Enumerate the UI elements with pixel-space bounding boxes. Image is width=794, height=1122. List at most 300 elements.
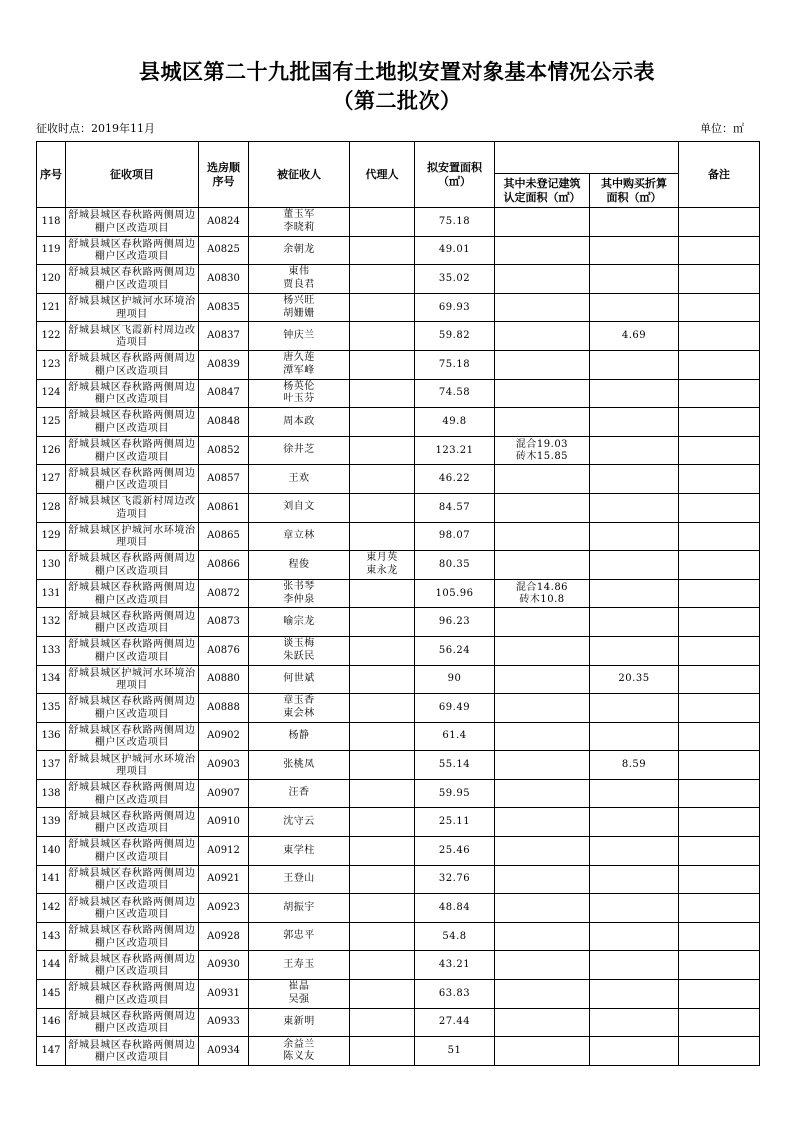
cell-area: 63.83 bbox=[415, 980, 495, 1009]
cell-unregistered bbox=[495, 493, 590, 522]
cell-agent bbox=[350, 751, 415, 780]
cell-project: 舒城县城区春秋路两侧周边棚户区改造项目 bbox=[66, 808, 199, 837]
cell-agent bbox=[350, 293, 415, 322]
table-row bbox=[37, 922, 760, 951]
cell-seq: 135 bbox=[37, 694, 66, 723]
cell-unregistered bbox=[495, 894, 590, 923]
cell-area: 32.76 bbox=[415, 865, 495, 894]
cell-purchase bbox=[590, 922, 679, 951]
cell-project: 舒城县城区春秋路两侧周边棚户区改造项目 bbox=[66, 1037, 199, 1066]
cell-collectee: 沈守云 bbox=[249, 808, 350, 837]
cell-purchase bbox=[590, 493, 679, 522]
cell-remark bbox=[679, 951, 760, 980]
cell-area: 96.23 bbox=[415, 608, 495, 637]
cell-collectee: 徐井芝 bbox=[249, 436, 350, 465]
cell-collectee: 张书琴 李仲泉 bbox=[249, 579, 350, 608]
cell-agent bbox=[350, 408, 415, 437]
table-row bbox=[37, 465, 760, 494]
cell-seq: 146 bbox=[37, 1008, 66, 1037]
cell-area: 27.44 bbox=[415, 1008, 495, 1037]
cell-project: 舒城县城区护城河水环境治理项目 bbox=[66, 665, 199, 694]
cell-project: 舒城县城区春秋路两侧周边棚户区改造项目 bbox=[66, 922, 199, 951]
cell-seq: 133 bbox=[37, 636, 66, 665]
header-seq: 序号 bbox=[37, 142, 66, 208]
cell-room-seq: A0931 bbox=[199, 980, 249, 1009]
resettlement-table bbox=[36, 141, 760, 1066]
cell-area: 84.57 bbox=[415, 493, 495, 522]
cell-project: 舒城县城区春秋路两侧周边棚户区改造项目 bbox=[66, 350, 199, 379]
cell-unregistered bbox=[495, 522, 590, 551]
table-row bbox=[37, 951, 760, 980]
cell-seq: 142 bbox=[37, 894, 66, 923]
cell-purchase bbox=[590, 436, 679, 465]
cell-remark bbox=[679, 751, 760, 780]
document-subtitle: （第二批次） bbox=[332, 89, 462, 113]
cell-seq: 143 bbox=[37, 922, 66, 951]
cell-purchase bbox=[590, 894, 679, 923]
cell-area: 69.93 bbox=[415, 293, 495, 322]
cell-collectee: 余朝龙 bbox=[249, 236, 350, 265]
cell-area: 75.18 bbox=[415, 208, 495, 237]
cell-project: 舒城县城区春秋路两侧周边棚户区改造项目 bbox=[66, 722, 199, 751]
cell-room-seq: A0830 bbox=[199, 265, 249, 294]
cell-seq: 145 bbox=[37, 980, 66, 1009]
cell-area: 98.07 bbox=[415, 522, 495, 551]
cell-seq: 122 bbox=[37, 322, 66, 351]
cell-project: 舒城县城区春秋路两侧周边棚户区改造项目 bbox=[66, 551, 199, 580]
cell-room-seq: A0866 bbox=[199, 551, 249, 580]
cell-room-seq: A0934 bbox=[199, 1037, 249, 1066]
cell-collectee: 章玉香 東会林 bbox=[249, 694, 350, 723]
cell-room-seq: A0912 bbox=[199, 837, 249, 866]
cell-unregistered bbox=[495, 350, 590, 379]
cell-collectee: 谈玉梅 朱跃民 bbox=[249, 636, 350, 665]
cell-area: 43.21 bbox=[415, 951, 495, 980]
cell-area: 105.96 bbox=[415, 579, 495, 608]
cell-agent bbox=[350, 694, 415, 723]
cell-agent bbox=[350, 579, 415, 608]
header-unregistered: 其中未登记建筑认定面积（㎡） bbox=[495, 174, 590, 208]
table-row bbox=[37, 436, 760, 465]
cell-remark bbox=[679, 579, 760, 608]
header-project: 征收项目 bbox=[66, 142, 199, 208]
cell-purchase bbox=[590, 579, 679, 608]
cell-purchase bbox=[590, 350, 679, 379]
cell-unregistered bbox=[495, 808, 590, 837]
cell-room-seq: A0928 bbox=[199, 922, 249, 951]
header-collectee: 被征收人 bbox=[249, 142, 350, 208]
cell-room-seq: A0923 bbox=[199, 894, 249, 923]
cell-remark bbox=[679, 665, 760, 694]
cell-collectee: 张桃凤 bbox=[249, 751, 350, 780]
cell-remark bbox=[679, 551, 760, 580]
cell-area: 56.24 bbox=[415, 636, 495, 665]
cell-agent bbox=[350, 208, 415, 237]
cell-collectee: 郭忠平 bbox=[249, 922, 350, 951]
table-body bbox=[37, 208, 760, 1066]
cell-unregistered bbox=[495, 1037, 590, 1066]
cell-area: 49.8 bbox=[415, 408, 495, 437]
table-row bbox=[37, 894, 760, 923]
cell-room-seq: A0839 bbox=[199, 350, 249, 379]
cell-seq: 137 bbox=[37, 751, 66, 780]
cell-unregistered bbox=[495, 837, 590, 866]
cell-agent bbox=[350, 493, 415, 522]
table-row bbox=[37, 980, 760, 1009]
cell-collectee: 刘自文 bbox=[249, 493, 350, 522]
cell-collectee: 王寿玉 bbox=[249, 951, 350, 980]
cell-unregistered bbox=[495, 608, 590, 637]
header-remark: 备注 bbox=[679, 142, 760, 208]
cell-room-seq: A0852 bbox=[199, 436, 249, 465]
table-row bbox=[37, 579, 760, 608]
cell-remark bbox=[679, 722, 760, 751]
cell-project: 舒城县城区春秋路两侧周边棚户区改造项目 bbox=[66, 379, 199, 408]
cell-project: 舒城县城区春秋路两侧周边棚户区改造项目 bbox=[66, 608, 199, 637]
cell-unregistered bbox=[495, 465, 590, 494]
cell-purchase bbox=[590, 522, 679, 551]
cell-project: 舒城县城区飞霞新村周边改造项目 bbox=[66, 493, 199, 522]
cell-seq: 138 bbox=[37, 779, 66, 808]
cell-room-seq: A0921 bbox=[199, 865, 249, 894]
cell-remark bbox=[679, 522, 760, 551]
cell-area: 55.14 bbox=[415, 751, 495, 780]
cell-purchase bbox=[590, 951, 679, 980]
cell-area: 25.11 bbox=[415, 808, 495, 837]
cell-purchase bbox=[590, 636, 679, 665]
cell-room-seq: A0872 bbox=[199, 579, 249, 608]
cell-unregistered: 混合14.86 砖木10.8 bbox=[495, 579, 590, 608]
cell-purchase bbox=[590, 694, 679, 723]
cell-agent bbox=[350, 322, 415, 351]
cell-unregistered bbox=[495, 322, 590, 351]
table-row bbox=[37, 665, 760, 694]
cell-seq: 127 bbox=[37, 465, 66, 494]
cell-area: 75.18 bbox=[415, 350, 495, 379]
cell-remark bbox=[679, 208, 760, 237]
cell-room-seq: A0847 bbox=[199, 379, 249, 408]
cell-room-seq: A0824 bbox=[199, 208, 249, 237]
table-row bbox=[37, 1008, 760, 1037]
cell-room-seq: A0876 bbox=[199, 636, 249, 665]
cell-purchase bbox=[590, 208, 679, 237]
cell-remark bbox=[679, 636, 760, 665]
cell-unregistered bbox=[495, 208, 590, 237]
cell-remark bbox=[679, 894, 760, 923]
cell-remark bbox=[679, 493, 760, 522]
cell-area: 59.95 bbox=[415, 779, 495, 808]
cell-unregistered bbox=[495, 694, 590, 723]
cell-unregistered bbox=[495, 980, 590, 1009]
cell-seq: 120 bbox=[37, 265, 66, 294]
cell-seq: 139 bbox=[37, 808, 66, 837]
table-row bbox=[37, 322, 760, 351]
table-row bbox=[37, 408, 760, 437]
cell-seq: 123 bbox=[37, 350, 66, 379]
cell-room-seq: A0903 bbox=[199, 751, 249, 780]
cell-remark bbox=[679, 1037, 760, 1066]
header-area: 拟安置面积（㎡） bbox=[415, 142, 495, 208]
cell-remark bbox=[679, 465, 760, 494]
cell-collectee: 喻宗龙 bbox=[249, 608, 350, 637]
cell-unregistered bbox=[495, 751, 590, 780]
cell-agent bbox=[350, 436, 415, 465]
cell-project: 舒城县城区春秋路两侧周边棚户区改造项目 bbox=[66, 779, 199, 808]
cell-purchase bbox=[590, 837, 679, 866]
cell-project: 舒城县城区护城河水环境治理项目 bbox=[66, 293, 199, 322]
cell-seq: 126 bbox=[37, 436, 66, 465]
cell-collectee: 杨英伦 叶玉芬 bbox=[249, 379, 350, 408]
cell-seq: 131 bbox=[37, 579, 66, 608]
cell-project: 舒城县城区春秋路两侧周边棚户区改造项目 bbox=[66, 236, 199, 265]
cell-purchase bbox=[590, 236, 679, 265]
cell-project: 舒城县城区春秋路两侧周边棚户区改造项目 bbox=[66, 837, 199, 866]
cell-agent bbox=[350, 980, 415, 1009]
cell-unregistered bbox=[495, 379, 590, 408]
cell-project: 舒城县城区护城河水环境治理项目 bbox=[66, 751, 199, 780]
cell-agent bbox=[350, 722, 415, 751]
cell-seq: 130 bbox=[37, 551, 66, 580]
cell-project: 舒城县城区春秋路两侧周边棚户区改造项目 bbox=[66, 1008, 199, 1037]
header-subgroup bbox=[495, 142, 679, 174]
cell-area: 59.82 bbox=[415, 322, 495, 351]
cell-area: 54.8 bbox=[415, 922, 495, 951]
cell-unregistered bbox=[495, 1008, 590, 1037]
cell-room-seq: A0837 bbox=[199, 322, 249, 351]
cell-unregistered bbox=[495, 265, 590, 294]
table-row bbox=[37, 265, 760, 294]
cell-purchase bbox=[590, 465, 679, 494]
cell-room-seq: A0880 bbox=[199, 665, 249, 694]
header-purchase: 其中购买折算面积（㎡） bbox=[590, 174, 679, 208]
cell-project: 舒城县城区春秋路两侧周边棚户区改造项目 bbox=[66, 894, 199, 923]
cell-collectee: 東新明 bbox=[249, 1008, 350, 1037]
cell-unregistered bbox=[495, 236, 590, 265]
cell-room-seq: A0933 bbox=[199, 1008, 249, 1037]
cell-room-seq: A0930 bbox=[199, 951, 249, 980]
table-row bbox=[37, 522, 760, 551]
cell-unregistered bbox=[495, 293, 590, 322]
cell-purchase bbox=[590, 980, 679, 1009]
table-row bbox=[37, 837, 760, 866]
cell-agent bbox=[350, 808, 415, 837]
table-row bbox=[37, 236, 760, 265]
cell-purchase bbox=[590, 408, 679, 437]
cell-purchase: 4.69 bbox=[590, 322, 679, 351]
cell-collectee: 程俊 bbox=[249, 551, 350, 580]
table-row bbox=[37, 493, 760, 522]
cell-area: 25.46 bbox=[415, 837, 495, 866]
cell-collectee: 何世斌 bbox=[249, 665, 350, 694]
table-row bbox=[37, 379, 760, 408]
cell-seq: 132 bbox=[37, 608, 66, 637]
cell-room-seq: A0907 bbox=[199, 779, 249, 808]
cell-remark bbox=[679, 293, 760, 322]
cell-project: 舒城县城区春秋路两侧周边棚户区改造项目 bbox=[66, 579, 199, 608]
cell-collectee: 東伟 贾良君 bbox=[249, 265, 350, 294]
cell-room-seq: A0861 bbox=[199, 493, 249, 522]
cell-purchase bbox=[590, 865, 679, 894]
cell-collectee: 章立林 bbox=[249, 522, 350, 551]
table-row bbox=[37, 808, 760, 837]
cell-purchase bbox=[590, 551, 679, 580]
cell-remark bbox=[679, 322, 760, 351]
cell-agent bbox=[350, 379, 415, 408]
cell-area: 69.49 bbox=[415, 694, 495, 723]
cell-purchase bbox=[590, 779, 679, 808]
cell-project: 舒城县城区春秋路两侧周边棚户区改造项目 bbox=[66, 436, 199, 465]
cell-project: 舒城县城区春秋路两侧周边棚户区改造项目 bbox=[66, 694, 199, 723]
cell-purchase bbox=[590, 608, 679, 637]
cell-collectee: 杨兴旺 胡姗姗 bbox=[249, 293, 350, 322]
cell-agent bbox=[350, 608, 415, 637]
cell-collectee: 汪香 bbox=[249, 779, 350, 808]
cell-collectee: 周本政 bbox=[249, 408, 350, 437]
cell-remark bbox=[679, 408, 760, 437]
cell-area: 48.84 bbox=[415, 894, 495, 923]
cell-remark bbox=[679, 980, 760, 1009]
table-row bbox=[37, 608, 760, 637]
cell-purchase bbox=[590, 265, 679, 294]
cell-unregistered bbox=[495, 922, 590, 951]
cell-seq: 118 bbox=[37, 208, 66, 237]
cell-unregistered bbox=[495, 722, 590, 751]
cell-seq: 140 bbox=[37, 837, 66, 866]
cell-seq: 125 bbox=[37, 408, 66, 437]
table-row bbox=[37, 779, 760, 808]
cell-area: 51 bbox=[415, 1037, 495, 1066]
cell-unregistered bbox=[495, 408, 590, 437]
cell-room-seq: A0873 bbox=[199, 608, 249, 637]
cell-purchase bbox=[590, 722, 679, 751]
cell-room-seq: A0902 bbox=[199, 722, 249, 751]
cell-remark bbox=[679, 779, 760, 808]
cell-collectee: 王登山 bbox=[249, 865, 350, 894]
cell-room-seq: A0857 bbox=[199, 465, 249, 494]
cell-agent bbox=[350, 922, 415, 951]
cell-agent bbox=[350, 951, 415, 980]
table-row bbox=[37, 1037, 760, 1066]
header-room-seq: 选房顺序号 bbox=[199, 142, 249, 208]
table-row bbox=[37, 293, 760, 322]
cell-collectee: 杨静 bbox=[249, 722, 350, 751]
cell-seq: 124 bbox=[37, 379, 66, 408]
cell-purchase: 20.35 bbox=[590, 665, 679, 694]
cell-unregistered bbox=[495, 779, 590, 808]
cell-agent bbox=[350, 236, 415, 265]
cell-seq: 134 bbox=[37, 665, 66, 694]
cell-seq: 136 bbox=[37, 722, 66, 751]
cell-remark bbox=[679, 837, 760, 866]
cell-agent bbox=[350, 1008, 415, 1037]
cell-seq: 121 bbox=[37, 293, 66, 322]
cell-room-seq: A0888 bbox=[199, 694, 249, 723]
cell-purchase bbox=[590, 379, 679, 408]
cell-remark bbox=[679, 608, 760, 637]
cell-project: 舒城县城区春秋路两侧周边棚户区改造项目 bbox=[66, 980, 199, 1009]
cell-area: 123.21 bbox=[415, 436, 495, 465]
cell-area: 74.58 bbox=[415, 379, 495, 408]
cell-unregistered bbox=[495, 951, 590, 980]
cell-remark bbox=[679, 694, 760, 723]
cell-project: 舒城县城区春秋路两侧周边棚户区改造项目 bbox=[66, 951, 199, 980]
cell-seq: 119 bbox=[37, 236, 66, 265]
cell-room-seq: A0910 bbox=[199, 808, 249, 837]
cell-project: 舒城县城区春秋路两侧周边棚户区改造项目 bbox=[66, 208, 199, 237]
table-row bbox=[37, 208, 760, 237]
cell-room-seq: A0835 bbox=[199, 293, 249, 322]
cell-agent bbox=[350, 779, 415, 808]
cell-area: 46.22 bbox=[415, 465, 495, 494]
table-row bbox=[37, 865, 760, 894]
cell-remark bbox=[679, 1008, 760, 1037]
cell-remark bbox=[679, 379, 760, 408]
cell-room-seq: A0848 bbox=[199, 408, 249, 437]
cell-area: 61.4 bbox=[415, 722, 495, 751]
cell-remark bbox=[679, 865, 760, 894]
collection-time: 征收时点：2019年11月 bbox=[36, 122, 155, 135]
cell-agent bbox=[350, 465, 415, 494]
cell-room-seq: A0865 bbox=[199, 522, 249, 551]
cell-purchase bbox=[590, 1008, 679, 1037]
cell-project: 舒城县城区护城河水环境治理项目 bbox=[66, 522, 199, 551]
table-row bbox=[37, 636, 760, 665]
cell-agent bbox=[350, 665, 415, 694]
table-row bbox=[37, 751, 760, 780]
cell-seq: 144 bbox=[37, 951, 66, 980]
table-row bbox=[37, 694, 760, 723]
cell-seq: 129 bbox=[37, 522, 66, 551]
cell-collectee: 钟庆兰 bbox=[249, 322, 350, 351]
cell-collectee: 東学柱 bbox=[249, 837, 350, 866]
cell-unregistered: 混合19.03 砖木15.85 bbox=[495, 436, 590, 465]
cell-agent bbox=[350, 636, 415, 665]
table-row bbox=[37, 551, 760, 580]
cell-room-seq: A0825 bbox=[199, 236, 249, 265]
cell-collectee: 董玉军 李晓莉 bbox=[249, 208, 350, 237]
cell-area: 49.01 bbox=[415, 236, 495, 265]
cell-remark bbox=[679, 922, 760, 951]
cell-unregistered bbox=[495, 865, 590, 894]
document-title: 县城区第二十九批国有土地拟安置对象基本情况公示表 bbox=[139, 60, 655, 84]
cell-remark bbox=[679, 436, 760, 465]
cell-project: 舒城县城区春秋路两侧周边棚户区改造项目 bbox=[66, 865, 199, 894]
cell-unregistered bbox=[495, 551, 590, 580]
cell-seq: 128 bbox=[37, 493, 66, 522]
cell-collectee: 胡振宇 bbox=[249, 894, 350, 923]
cell-purchase bbox=[590, 293, 679, 322]
cell-remark bbox=[679, 350, 760, 379]
cell-area: 90 bbox=[415, 665, 495, 694]
cell-project: 舒城县城区春秋路两侧周边棚户区改造项目 bbox=[66, 465, 199, 494]
header-agent: 代理人 bbox=[350, 142, 415, 208]
cell-unregistered bbox=[495, 636, 590, 665]
cell-collectee: 崔晶 吴强 bbox=[249, 980, 350, 1009]
cell-project: 舒城县城区春秋路两侧周边棚户区改造项目 bbox=[66, 408, 199, 437]
cell-area: 35.02 bbox=[415, 265, 495, 294]
cell-collectee: 王欢 bbox=[249, 465, 350, 494]
cell-collectee: 唐久莲 潭军峰 bbox=[249, 350, 350, 379]
table-row bbox=[37, 722, 760, 751]
cell-agent bbox=[350, 837, 415, 866]
cell-purchase: 8.59 bbox=[590, 751, 679, 780]
cell-remark bbox=[679, 808, 760, 837]
cell-agent bbox=[350, 265, 415, 294]
cell-project: 舒城县城区春秋路两侧周边棚户区改造项目 bbox=[66, 265, 199, 294]
cell-unregistered bbox=[495, 665, 590, 694]
cell-agent bbox=[350, 1037, 415, 1066]
cell-remark bbox=[679, 236, 760, 265]
